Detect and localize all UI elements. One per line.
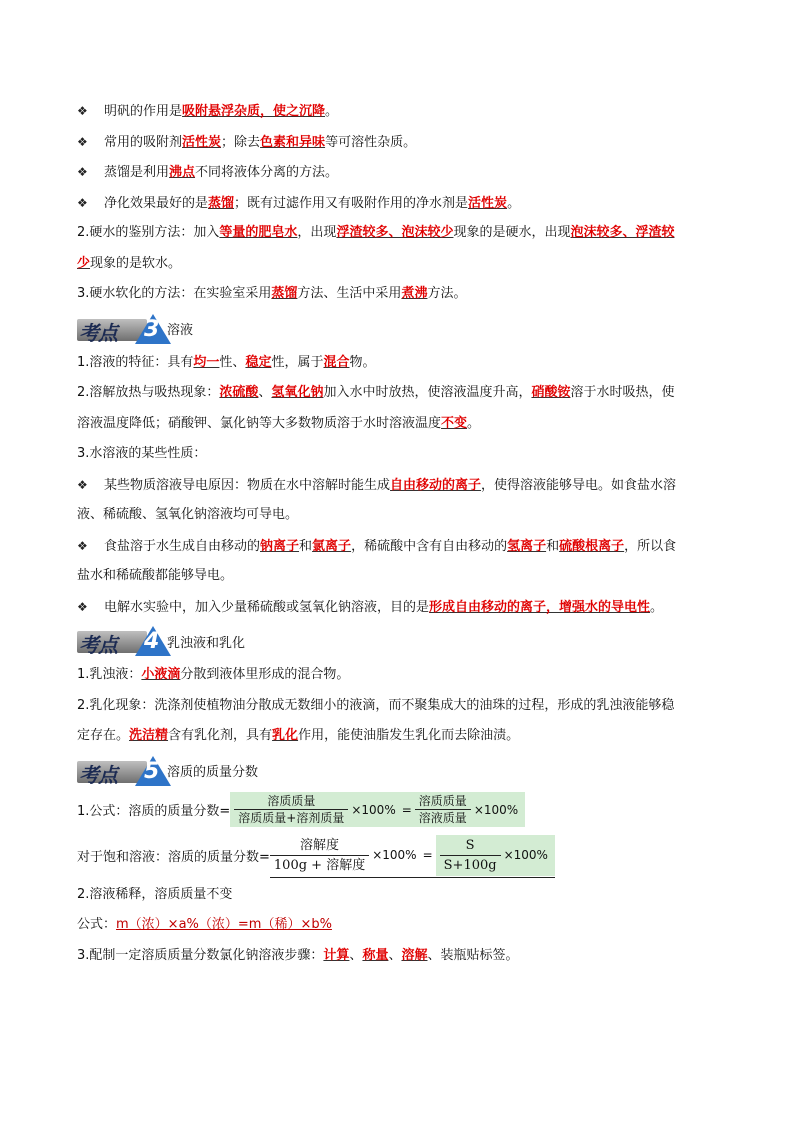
bullet-line-ions	[77, 531, 722, 562]
text: 性、	[219, 354, 246, 370]
dilution-formula-line	[77, 910, 722, 941]
text: 公式：	[77, 917, 117, 932]
text: 、	[388, 947, 402, 963]
text: 和	[299, 538, 313, 554]
badge-number: 4	[144, 629, 160, 654]
bullet-line-purification	[77, 188, 722, 219]
text: 3.硬水软化的方法：在实验室采用	[77, 286, 272, 301]
conductivity-cont: 液、稀硫酸、氢氧化钠溶液均可导电。	[77, 507, 299, 522]
text: 、	[258, 385, 272, 400]
key-answer: 混合	[323, 354, 350, 370]
key-answer: 硫酸根离子	[559, 538, 625, 554]
bullet-line-alum	[77, 96, 722, 127]
section-header-3	[77, 312, 722, 346]
softening-line	[77, 279, 722, 310]
text: 方法、生活中采用	[297, 286, 402, 301]
numerator: S	[440, 836, 501, 856]
key-answer: 氢氧化钠	[271, 385, 324, 400]
fraction	[270, 836, 369, 875]
badge-word: 考点	[79, 633, 117, 657]
text: 食盐溶于水生成自由移动的	[104, 538, 261, 554]
text: ；除去	[221, 134, 261, 150]
text: 等可溶性杂质。	[325, 134, 417, 150]
text: 净化效果最好的是	[104, 195, 209, 211]
kaodian-badge-icon	[77, 626, 169, 656]
text: 。	[650, 599, 664, 615]
text: 蒸馏是利用	[104, 165, 170, 180]
dilution-formula: m（浓）×a%（浓）=m（稀）×b%	[116, 917, 332, 932]
bullet-line-adsorbent	[77, 127, 722, 158]
key-answer: 氯离子	[312, 538, 352, 554]
section-title: 溶质的质量分数	[167, 765, 259, 780]
formula-prefix: 对于饱和溶液：溶质的质量分数=	[77, 850, 270, 865]
emulsion-line	[77, 660, 722, 691]
key-answer: 浮渣较多、泡沫较少	[336, 225, 454, 240]
text: 性，属于	[271, 354, 324, 370]
key-answer: 吸附悬浮杂质，使之沉降	[182, 104, 326, 119]
bullet-line-conductivity	[77, 470, 722, 501]
text: 加入水中时放热，使溶液温度升高，	[323, 385, 532, 400]
key-answer: 活性炭	[468, 195, 508, 211]
diamond-bullet-icon: ❖	[77, 195, 88, 210]
bullet-line-distillation	[77, 157, 722, 188]
section-header-5	[77, 754, 722, 788]
dilution-line: 2.溶液稀释，溶质质量不变	[77, 886, 233, 902]
section-title: 乳浊液和乳化	[167, 635, 246, 651]
preparation-steps-line	[77, 941, 722, 972]
formula-underline	[270, 833, 555, 878]
ions-cont: 盐水和稀硫酸都能够导电。	[77, 568, 234, 583]
denominator: 100g + 溶解度	[273, 857, 366, 873]
text: 3.配制一定溶质质量分数氯化钠溶液步骤：	[77, 947, 324, 963]
text: ，出现	[297, 225, 337, 240]
key-answer: 泡沫较多、浮渣较	[570, 225, 675, 240]
diamond-bullet-icon: ❖	[77, 538, 88, 553]
text: 明矾的作用是	[104, 104, 183, 119]
text: 。	[325, 104, 339, 119]
diamond-bullet-icon: ❖	[77, 134, 88, 149]
solution-feature-line	[77, 348, 722, 379]
text: 、装瓶贴标签。	[427, 947, 519, 963]
text: ，稀硫酸中含有自由移动的	[351, 538, 508, 554]
text: 定存在。	[77, 728, 130, 743]
key-answer: 少	[77, 255, 91, 271]
text: 电解水实验中，加入少量稀硫酸或氢氧化钠溶液，目的是	[104, 599, 430, 615]
fraction	[440, 836, 501, 875]
key-answer: 溶解	[401, 947, 428, 963]
text: 不同将液体分离的方法。	[195, 165, 339, 180]
key-answer: 计算	[323, 947, 350, 963]
key-answer: 小液滴	[141, 667, 181, 682]
diamond-bullet-icon: ❖	[77, 104, 88, 118]
text: 2.硬水的鉴别方法：加入	[77, 225, 220, 240]
denominator: 溶质质量+溶剂质量	[238, 811, 345, 825]
text: 2.溶解放热与吸热现象：	[77, 385, 220, 400]
key-answer: 乳化	[272, 728, 299, 743]
aqueous-properties-line: 3.水溶液的某些性质：	[77, 446, 207, 461]
key-answer: 硝酸铵	[531, 385, 571, 400]
text: 溶液温度降低；硝酸钾、氯化钠等大多数物质溶于水时溶液温度	[77, 415, 442, 431]
percent-factor: ×100%	[473, 802, 519, 817]
mass-fraction-formula	[77, 790, 722, 830]
hard-water-test-line	[77, 218, 722, 249]
key-answer: 色素和异味	[260, 134, 326, 150]
diamond-bullet-icon: ❖	[77, 165, 88, 179]
fraction	[415, 793, 471, 826]
diamond-bullet-icon: ❖	[77, 477, 88, 492]
percent-factor: ×100%	[372, 848, 417, 862]
equals: =	[401, 802, 412, 817]
key-answer: 蒸馏	[208, 195, 235, 211]
text: 物。	[349, 354, 376, 370]
formula-box	[436, 835, 555, 876]
numerator: 溶解度	[270, 836, 369, 856]
numerator: 溶质质量	[234, 793, 348, 810]
key-answer: 浓硫酸	[219, 385, 259, 400]
text: 常用的吸附剂	[104, 134, 183, 150]
heat-line	[77, 378, 722, 409]
key-answer: 等量的肥皂水	[219, 225, 298, 240]
text: 现象的是软水。	[90, 255, 182, 271]
key-answer: 活性炭	[182, 134, 222, 150]
formula-box	[230, 792, 525, 827]
badge-word: 考点	[79, 320, 117, 345]
key-answer: 煮沸	[401, 286, 428, 301]
percent-factor: ×100%	[351, 802, 396, 817]
key-answer: 沸点	[169, 165, 196, 180]
bullet-line-electrolysis	[77, 592, 722, 623]
text: ；既有过滤作用又有吸附作用的净水剂是	[234, 195, 469, 211]
denominator: 溶液质量	[418, 811, 467, 825]
text: 含有乳化剂，具有	[168, 728, 273, 743]
diamond-bullet-icon: ❖	[77, 599, 88, 614]
text: 1.乳浊液：	[77, 667, 142, 682]
text: 和	[546, 538, 560, 554]
text: 1.溶液的特征：具有	[77, 354, 194, 370]
text: 某些物质溶液导电原因：物质在水中溶解时能生成	[104, 477, 391, 493]
section-title: 溶液	[167, 323, 194, 338]
kaodian-badge-icon	[77, 314, 169, 344]
key-answer: 形成自由移动的离子，增强水的导电性	[429, 599, 651, 615]
badge-number: 5	[144, 758, 160, 784]
text: ，所以食	[624, 538, 677, 554]
text: ，使得溶液能够导电。如食盐水溶	[481, 477, 677, 493]
denominator: S+100g	[443, 857, 497, 873]
key-answer: 称量	[362, 947, 389, 963]
numerator: 溶质质量	[415, 793, 471, 810]
key-answer: 洗洁精	[129, 728, 169, 743]
text: 。	[467, 415, 481, 431]
section-header-4	[77, 624, 722, 658]
badge-word: 考点	[79, 762, 117, 787]
emulsification-line-cont	[77, 721, 722, 752]
text: 。	[507, 195, 521, 211]
text: 分散到液体里形成的混合物。	[180, 667, 350, 682]
badge-number: 3	[144, 316, 160, 342]
text: 、	[349, 947, 363, 963]
formula-prefix: 1.公式：溶质的质量分数=	[77, 804, 231, 819]
percent-factor: ×100%	[503, 848, 548, 862]
text: 方法。	[427, 286, 467, 301]
saturated-formula	[77, 832, 722, 880]
key-answer: 蒸馏	[271, 286, 298, 301]
heat-line-cont	[77, 409, 722, 440]
hard-water-test-line-cont	[77, 249, 722, 280]
fraction	[234, 793, 348, 826]
emulsification-line: 2.乳化现象：洗涤剂使植物油分散成无数细小的液滴，而不聚集成大的油珠的过程，形成的乳浊液能够稳	[77, 697, 675, 713]
text: 作用，能使油脂发生乳化而去除油渍。	[298, 728, 520, 743]
key-answer: 不变	[441, 415, 468, 431]
key-answer: 均一	[193, 354, 220, 370]
key-answer: 稳定	[245, 354, 272, 370]
text: 溶于水时吸热，使	[570, 385, 675, 400]
kaodian-badge-icon	[77, 756, 169, 786]
key-answer: 自由移动的离子	[390, 477, 482, 493]
key-answer: 钠离子	[260, 538, 300, 554]
equals: =	[422, 848, 433, 862]
key-answer: 氢离子	[507, 538, 547, 554]
text: 现象的是硬水，出现	[453, 225, 571, 240]
page-content	[77, 96, 722, 971]
